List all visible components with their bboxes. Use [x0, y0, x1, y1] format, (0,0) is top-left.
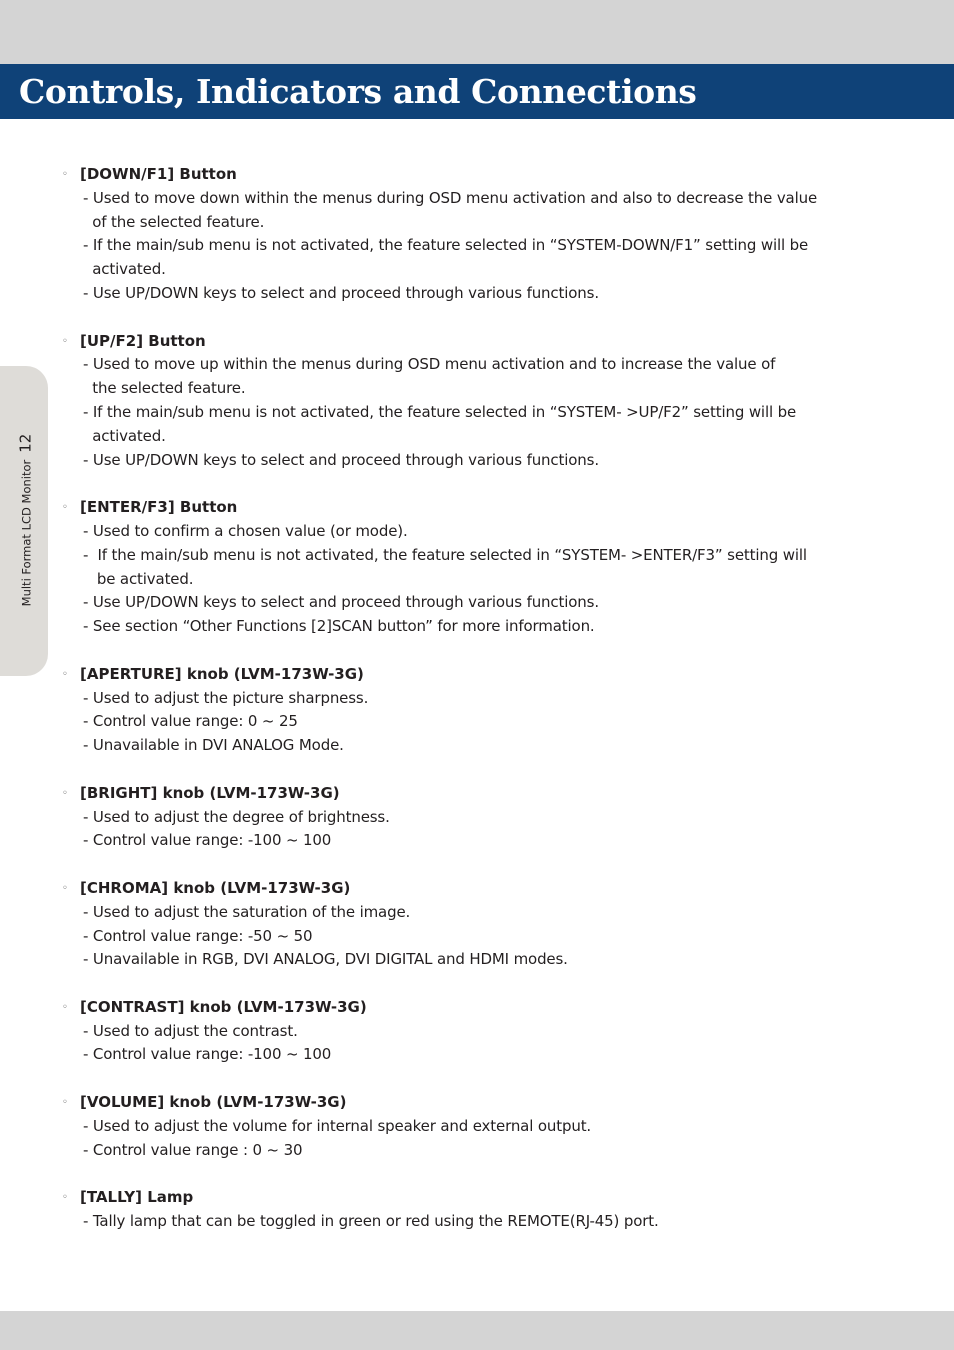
section-heading-text: [UP/F2] Button — [80, 331, 206, 350]
section-line: - If the main/sub menu is not activated, the feature selected in “SYSTEM- >ENTER/F3” setting will — [83, 545, 807, 564]
bullet-icon: ◦ — [62, 169, 68, 180]
section-line: - Used to adjust the degree of brightness. — [83, 807, 390, 826]
section-heading-text: [TALLY] Lamp — [80, 1188, 194, 1207]
page-title: Controls, Indicators and Connections — [19, 72, 697, 111]
section-line: - Used to adjust the volume for internal speaker and external output. — [83, 1116, 592, 1135]
section — [62, 496, 912, 639]
bullet-icon: ◦ — [62, 787, 68, 799]
section — [62, 663, 912, 758]
section-line: activated. — [83, 260, 166, 279]
section-heading — [62, 1186, 912, 1210]
section-line: - Use UP/DOWN keys to select and proceed through various functions. — [83, 450, 599, 469]
section-heading — [62, 877, 912, 901]
section-line: - Used to adjust the contrast. — [83, 1021, 298, 1040]
section-line: - Control value range: -100 ~ 100 — [83, 1045, 332, 1064]
bottom-band — [0, 1311, 954, 1350]
section-line: - Used to adjust the picture sharpness. — [83, 688, 369, 707]
bullet-icon: ◦ — [62, 668, 68, 680]
title-bar — [0, 64, 954, 119]
section-line: be activated. — [83, 569, 194, 588]
bullet-icon: ◦ — [62, 335, 68, 347]
section-line: - Used to move up within the menus during OSD menu activation and to increase the value of — [83, 355, 776, 374]
section-heading — [62, 782, 912, 806]
section-heading — [62, 1091, 912, 1115]
section — [62, 330, 912, 473]
section-line: of the selected feature. — [83, 212, 265, 231]
section — [62, 782, 912, 853]
section-heading — [62, 330, 912, 354]
section-heading-text: [VOLUME] knob (LVM-173W-3G) — [80, 1093, 347, 1112]
section-line: the selected feature. — [83, 379, 246, 398]
section-line: - If the main/sub menu is not activated, the feature selected in “SYSTEM-DOWN/F1” setting will be — [83, 236, 809, 255]
section-heading — [62, 163, 912, 187]
side-tab-label: Multi Format LCD Monitor — [19, 459, 34, 607]
bullet-icon: ◦ — [62, 502, 68, 514]
section-line: - Unavailable in DVI ANALOG Mode. — [83, 736, 344, 755]
section-heading — [62, 496, 912, 520]
section-line: - Control value range: -100 ~ 100 — [83, 831, 332, 850]
page-number: 12 — [16, 433, 35, 453]
section-line: - If the main/sub menu is not activated, the feature selected in “SYSTEM- >UP/F2” setting will be — [83, 402, 797, 421]
section-heading — [62, 996, 912, 1020]
bullet-icon: ◦ — [62, 1097, 68, 1109]
section-heading-text: [BRIGHT] knob (LVM-173W-3G) — [80, 783, 340, 802]
section — [62, 1091, 912, 1162]
section-line: - Control value range: -50 ~ 50 — [83, 926, 313, 945]
section-heading-text: [CONTRAST] knob (LVM-173W-3G) — [80, 997, 367, 1016]
section-heading-text: [ENTER/F3] Button — [80, 498, 238, 517]
section-line: - Used to adjust the saturation of the image. — [83, 902, 411, 921]
section-heading-text: [DOWN/F1] Button — [80, 165, 237, 183]
section-line: - Unavailable in RGB, DVI ANALOG, DVI DIGITAL and HDMI modes. — [83, 950, 568, 969]
bullet-icon: ◦ — [62, 1001, 68, 1013]
section-line: - Used to move down within the menus during OSD menu activation and also to decrease the value — [83, 188, 818, 207]
bullet-icon: ◦ — [62, 882, 68, 894]
bullet-icon: ◦ — [62, 1192, 68, 1204]
section — [62, 996, 912, 1067]
section-line: - See section “Other Functions [2]SCAN button” for more information. — [83, 617, 595, 636]
section-line: - Use UP/DOWN keys to select and proceed through various functions. — [83, 593, 599, 612]
content-body — [62, 163, 912, 1258]
section — [62, 163, 912, 306]
section-line: - Control value range: 0 ~ 25 — [83, 712, 298, 731]
side-tab-text — [16, 434, 35, 607]
section-heading — [62, 663, 912, 687]
section-heading-text: [APERTURE] knob (LVM-173W-3G) — [80, 664, 364, 683]
section-line: - Control value range : 0 ~ 30 — [83, 1140, 303, 1159]
section-line: activated. — [83, 426, 166, 445]
section — [62, 1186, 912, 1234]
section-line: - Tally lamp that can be toggled in green or red using the REMOTE(RJ-45) port. — [83, 1212, 659, 1231]
section-heading-text: [CHROMA] knob (LVM-173W-3G) — [80, 878, 351, 897]
section — [62, 877, 912, 972]
section-line: - Use UP/DOWN keys to select and proceed through various functions. — [83, 283, 599, 302]
top-band — [0, 0, 954, 64]
section-line: - Used to confirm a chosen value (or mode). — [83, 521, 408, 540]
